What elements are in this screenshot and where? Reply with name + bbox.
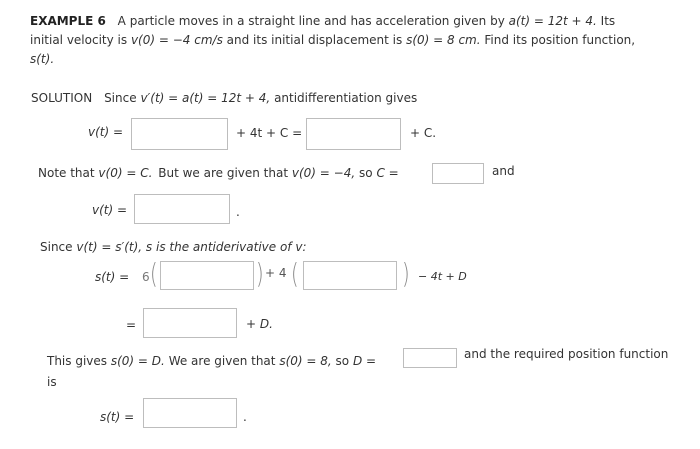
v-function-input[interactable] (134, 194, 230, 224)
close-paren-1: ) (256, 257, 264, 290)
problem-line-3: s(t). (30, 52, 55, 66)
s-lhs: s(t) = (95, 270, 130, 284)
problem-line-2: initial velocity is v(0) = −4 cm/s and its initial displacement is s(0) = 8 cm. Find its position function, (30, 33, 636, 47)
final-s-lhs: s(t) = (100, 410, 135, 424)
v-tail: + C. (410, 126, 437, 140)
v-mid-text: + 4t + C = (236, 126, 303, 140)
example-label: EXAMPLE 6 (30, 14, 106, 28)
problem-line-1: EXAMPLE 6 A particle moves in a straight line and has acceleration given by a(t) = 12t + 4. Its (30, 14, 616, 28)
required-text: and the required position function (464, 347, 669, 361)
gives-line: This gives s(0) = D. We are given that s(0) = 8, so D = (47, 354, 377, 368)
close-paren-2: ) (402, 257, 410, 290)
acceleration-equation: a(t) = 12t + 4. (508, 14, 597, 28)
v-simplified-input[interactable] (306, 118, 401, 150)
initial-displacement: s(0) = 8 cm. (406, 33, 481, 47)
final-position-input[interactable] (143, 398, 237, 428)
s-tail: − 4t + D (418, 270, 467, 283)
solution-intro: SOLUTION Since v′(t) = a(t) = 12t + 4, antidifferentiation gives (31, 91, 418, 105)
open-paren-2: ( (291, 257, 299, 290)
and-text: and (492, 164, 515, 178)
s-plus-4: + 4 (265, 266, 287, 280)
open-paren-1: ( (150, 257, 158, 290)
initial-velocity: v(0) = −4 cm/s (130, 33, 223, 47)
v-antiderivative-input[interactable] (131, 118, 228, 150)
s2-tail: + D. (246, 317, 273, 331)
since-line: Since v(t) = s′(t), s is the antiderivative of v: (40, 240, 307, 254)
v2-tail: . (236, 205, 240, 219)
s-function-input[interactable] (143, 308, 237, 338)
v2-lhs: v(t) = (92, 203, 128, 217)
is-text: is (47, 375, 57, 389)
d-value-input[interactable] (403, 348, 457, 368)
final-tail: . (243, 410, 247, 424)
t-squared-coef-input[interactable] (160, 261, 254, 290)
note-line: Note that v(0) = C. But we are given that v(0) = −4, so C = (38, 166, 399, 180)
s-coef-1: 6 (142, 270, 150, 284)
v-lhs: v(t) = (88, 125, 124, 139)
t-squared-coef-input-2[interactable] (303, 261, 397, 290)
equals-sign: = (126, 318, 137, 332)
solution-label: SOLUTION (31, 91, 93, 105)
c-value-input[interactable] (432, 163, 484, 184)
